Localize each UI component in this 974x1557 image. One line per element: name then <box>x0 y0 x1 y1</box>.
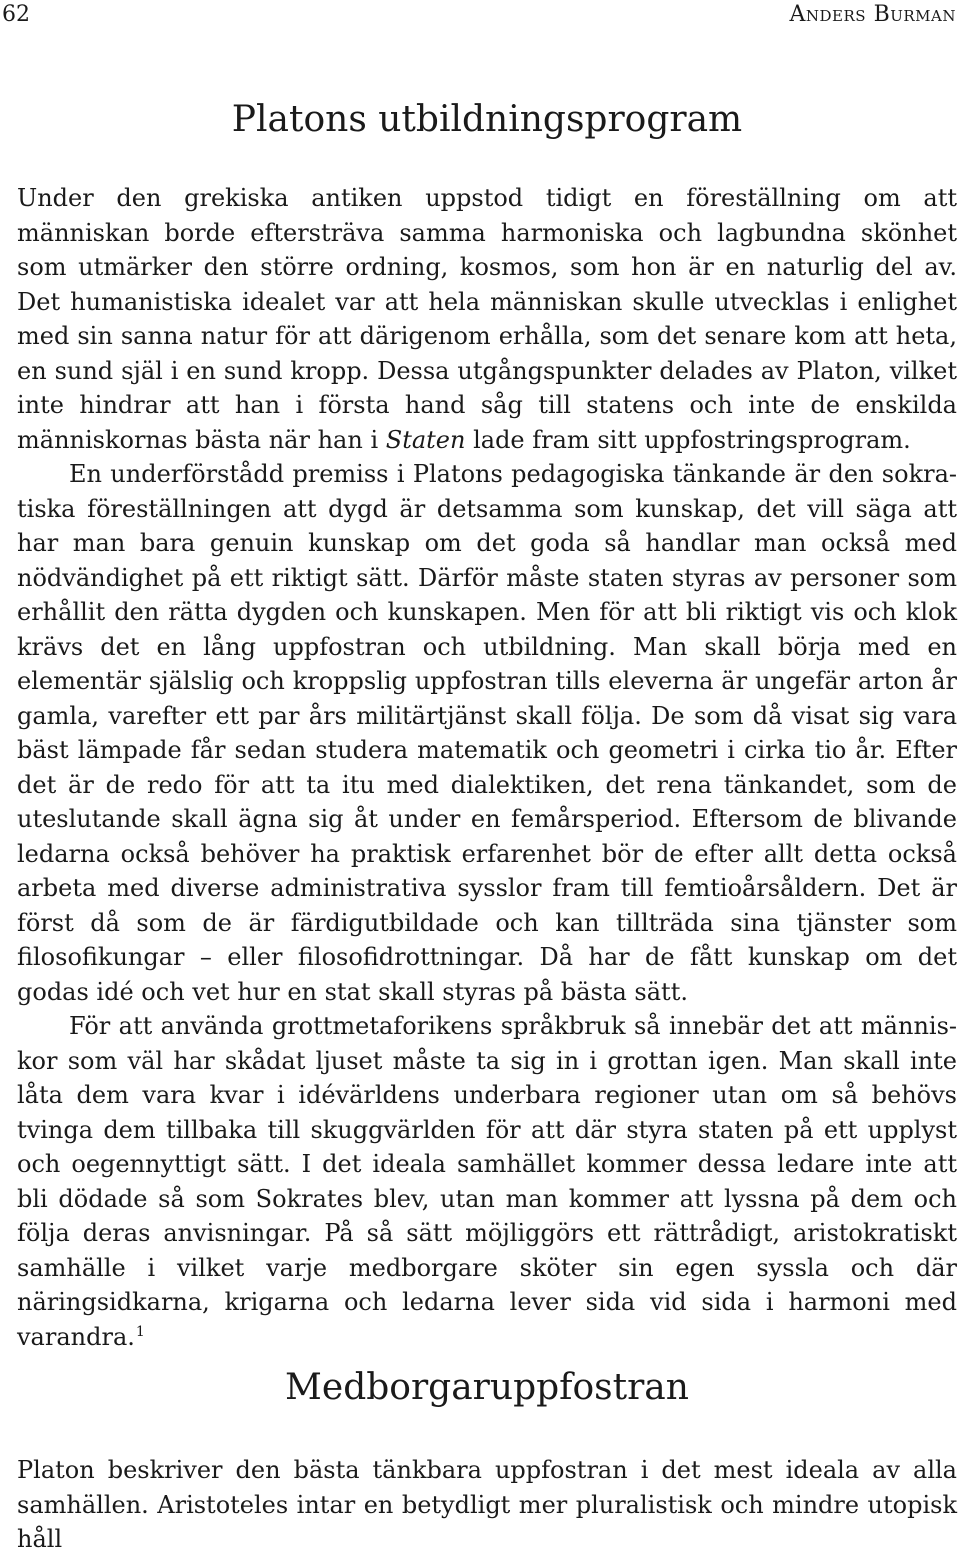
paragraph-1 <box>17 181 957 457</box>
paragraph-2: En underförstådd premiss i Platons pedagogiska tänkande är den sokratiska föreställningen att dygd är detsamma som kunskap, det vill säga att har man bara genuin kunskap om det goda så handlar man också med nödvändighet på ett riktigt sätt. Därför måste staten styras av personer som erhållit den rätta dygden och kunskapen. Men för att bli riktigt vis och klok krävs det en lång uppfostran och utbildning. Man skall börja med en elementär själslig och kroppslig uppfostran tills eleverna är ungefär arton år gamla, varefter ett par års militärtjänst skall följa. De som då visat sig vara bäst lämpade får sedan studera matematik och geometri i cirka tio år. Efter det är de redo för att ta itu med dialektiken, det rena tänkandet, som de uteslutande skall ägna sig åt under en femårsperiod. Eftersom de blivande ledarna också behöver ha praktisk erfarenhet bör de efter allt detta också arbeta med diverse administrativa sysslor fram till femtioårsåldern. Det är först då som de är färdigutbildade och kan tillträda sina tjänster som filosofikungar – eller filosofidrottningar. Då har de fått kunskap om det godas idé och vet hur en stat skall styras på bästa sätt. <box>17 460 957 1006</box>
paragraph-4: Platon beskriver den bästa tänkbara uppfostran i det mest ideala av alla samhällen. Aristoteles intar en betydligt mer pluralistisk och mindre utopisk håll <box>17 1456 957 1553</box>
section-title-platons-utbildningsprogram: Platons utbildningsprogram <box>231 99 743 140</box>
paragraph-3-text: För att använda grottmetaforikens språkbruk så innebär det att människor som väl har skådat ljuset måste ta sig in i grottan igen. Man skall inte låta dem vara kvar i idévärldens underbara regioner utan om så behövs tvinga dem tillbaka till skuggvärlden för att där styra staten på ett upplyst och oegennyttigt sätt. I det ideala samhället kommer dessa ledare inte att bli dödade så som Sokrates blev, utan man kommer att lyssna på dem och följa deras anvisningar. På så sätt möjliggörs ett rättrådigt, aristokratiskt samhälle i vilket varje medborgare sköter sin egen syssla och där näringsidkarna, krigarna och ledarna lever sida vid sida i harmoni med varandra. <box>17 1012 957 1351</box>
paragraph-1-text-b: lade fram sitt uppfostringsprogram. <box>465 425 911 454</box>
running-head <box>0 0 960 30</box>
footnote-reference[interactable]: 1 <box>135 1323 145 1340</box>
paragraph-3 <box>17 1009 957 1354</box>
book-title-staten: Staten <box>385 425 466 454</box>
running-head-author: Anders Burman <box>789 2 956 27</box>
section-title-medborgaruppfostran: Medborgaruppfostran <box>285 1367 689 1408</box>
page-number: 62 <box>2 2 30 27</box>
section-body-platons-utbildningsprogram <box>17 181 957 1354</box>
section-body-medborgaruppfostran <box>17 1453 957 1557</box>
paragraph-1-text-a: Under den grekiska antiken uppstod tidigt en föreställning om att människan borde eftersträva samma harmoniska och lagbundna skönhet som utmärker den större ordning, kosmos, som hon är en naturlig del av. Det humanistiska idealet var att hela människan skulle utvecklas i enlighet med sin sanna natur för att därigenom erhålla, som det senare kom att heta, en sund själ i en sund kropp. Dessa utgångspunkter delades av Platon, vilket inte hindrar att han i första hand såg till statens och inte de enskilda människornas bästa när han i <box>17 184 957 454</box>
